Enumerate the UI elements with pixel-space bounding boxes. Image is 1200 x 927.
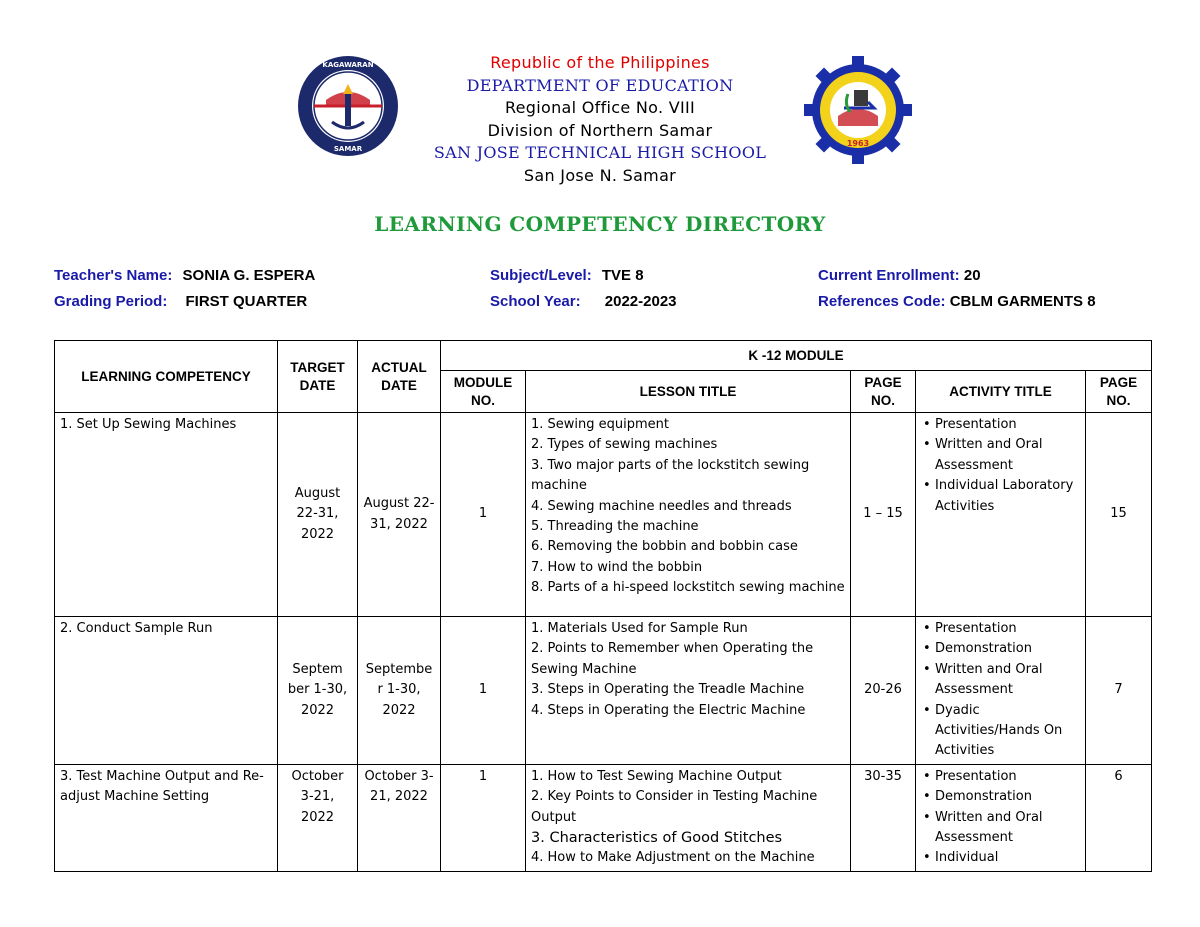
module-no-cell: 1 bbox=[441, 764, 526, 871]
activity-item: • Demonstration bbox=[921, 787, 1080, 807]
target-date-cell: October 3-21, 2022 bbox=[278, 764, 358, 871]
table-row bbox=[55, 617, 1152, 765]
activity-item: • Dyadic Activities/Hands On Activities bbox=[921, 701, 1080, 762]
lesson-item: 3. Characteristics of Good Stitches bbox=[531, 830, 783, 847]
lesson-item: 2. Points to Remember when Operating the Sewing Machine bbox=[531, 641, 814, 677]
competency-table bbox=[54, 340, 1152, 872]
page-range-cell: 30-35 bbox=[851, 764, 916, 871]
activity-item: • Presentation bbox=[921, 415, 1080, 435]
page-range-cell: 1 – 15 bbox=[851, 413, 916, 617]
col-learning-competency: LEARNING COMPETENCY bbox=[55, 341, 278, 413]
activity-item: • Written and Oral Assessment bbox=[921, 435, 1080, 476]
col-lesson-title: LESSON TITLE bbox=[526, 371, 851, 413]
activity-item: • Demonstration bbox=[921, 639, 1080, 659]
lesson-item: 6. Removing the bobbin and bobbin case bbox=[531, 539, 798, 555]
table-row bbox=[55, 764, 1152, 871]
activity-item: • Individual Laboratory Activities bbox=[921, 476, 1080, 517]
competency-cell: 1. Set Up Sewing Machines bbox=[55, 413, 278, 617]
lesson-item: 3. Steps in Operating the Treadle Machine bbox=[531, 682, 805, 698]
year-value: 2022-2023 bbox=[604, 293, 677, 310]
lesson-list-cell bbox=[526, 764, 851, 871]
col-target-date: TARGET DATE bbox=[278, 341, 358, 413]
competency-cell bbox=[55, 764, 278, 871]
competency-cell: 2. Conduct Sample Run bbox=[55, 617, 278, 765]
ref-label: References Code: bbox=[818, 293, 946, 310]
svg-text:SAMAR: SAMAR bbox=[333, 145, 363, 153]
competency-text: 3. Test Machine Output and Re-adjust Machine Setting bbox=[60, 768, 264, 805]
table-row bbox=[55, 413, 1152, 617]
lesson-item: 4. Steps in Operating the Electric Machine bbox=[531, 702, 806, 718]
activity-page-cell: 15 bbox=[1086, 413, 1152, 617]
subject-level bbox=[490, 267, 644, 284]
ref-value: CBLM GARMENTS 8 bbox=[949, 293, 1096, 310]
references-code bbox=[818, 293, 1096, 310]
school-year bbox=[490, 293, 677, 310]
lesson-item: 4. Sewing machine needles and threads bbox=[531, 498, 792, 514]
letterhead bbox=[0, 52, 1200, 187]
activity-item: • Presentation bbox=[921, 767, 1080, 787]
activity-list-cell bbox=[916, 764, 1086, 871]
target-date-cell: Septem ber 1-30, 2022 bbox=[278, 617, 358, 765]
activity-page-cell: 6 bbox=[1086, 764, 1152, 871]
header-region: Regional Office No. VIII bbox=[504, 98, 696, 117]
grading-label: Grading Period: bbox=[54, 293, 168, 310]
lesson-item: 4. How to Make Adjustment on the Machine bbox=[531, 850, 815, 866]
activity-item: • Written and Oral Assessment bbox=[921, 808, 1080, 849]
seal-year: 1963 bbox=[846, 139, 870, 148]
lesson-item: 1. Materials Used for Sample Run bbox=[531, 621, 748, 636]
activity-list-cell bbox=[916, 413, 1086, 617]
target-date-cell: August 22-31, 2022 bbox=[278, 413, 358, 617]
document-title: LEARNING COMPETENCY DIRECTORY bbox=[374, 212, 826, 236]
lesson-list-cell bbox=[526, 617, 851, 765]
actual-date-cell: August 22-31, 2022 bbox=[358, 413, 441, 617]
lesson-item: 5. Threading the machine bbox=[531, 519, 699, 535]
activity-item: • Written and Oral Assessment bbox=[921, 660, 1080, 701]
header-division: Division of Northern Samar bbox=[487, 120, 713, 140]
enrollment-value: 20 bbox=[963, 267, 981, 284]
activity-page-cell: 7 bbox=[1086, 617, 1152, 765]
col-k12-module: K -12 MODULE bbox=[441, 341, 1152, 371]
header-school: SAN JOSE TECHNICAL HIGH SCHOOL bbox=[433, 143, 767, 162]
year-label: School Year: bbox=[490, 293, 581, 310]
subject-value: TVE 8 bbox=[601, 267, 644, 284]
col-activity-page-no: PAGE NO. bbox=[1086, 371, 1152, 413]
header-address: San Jose N. Samar bbox=[523, 165, 677, 185]
module-no-cell: 1 bbox=[441, 413, 526, 617]
page-range-cell: 20-26 bbox=[851, 617, 916, 765]
header-department: DEPARTMENT OF EDUCATION bbox=[466, 75, 734, 95]
col-actual-date: ACTUAL DATE bbox=[358, 341, 441, 413]
grading-value: FIRST QUARTER bbox=[185, 293, 308, 310]
current-enrollment bbox=[818, 267, 981, 284]
lesson-item: 2. Types of sewing machines bbox=[531, 437, 718, 453]
activity-item: • Individual bbox=[921, 848, 1080, 868]
lesson-item: 1. How to Test Sewing Machine Output bbox=[531, 768, 782, 784]
module-no-cell: 1 bbox=[441, 617, 526, 765]
actual-date-cell: Septembe r 1-30, 2022 bbox=[358, 617, 441, 765]
lesson-list-cell bbox=[526, 413, 851, 617]
teacher-label: Teacher's Name: bbox=[54, 267, 173, 284]
teacher-value: SONIA G. ESPERA bbox=[182, 267, 316, 284]
col-page-no: PAGE NO. bbox=[851, 371, 916, 413]
subject-label: Subject/Level: bbox=[490, 267, 592, 284]
enrollment-label: Current Enrollment: bbox=[818, 267, 960, 284]
svg-text:KAGAWARAN: KAGAWARAN bbox=[322, 61, 374, 69]
header-republic: Republic of the Philippines bbox=[490, 53, 710, 72]
lesson-item: 8. Parts of a hi-speed lockstitch sewing machine bbox=[531, 580, 845, 596]
col-activity-title: ACTIVITY TITLE bbox=[916, 371, 1086, 413]
activity-item: • Presentation bbox=[921, 619, 1080, 639]
activity-list-cell bbox=[916, 617, 1086, 765]
col-module-no: MODULE NO. bbox=[441, 371, 526, 413]
lesson-item: 1. Sewing equipment bbox=[531, 417, 670, 432]
lesson-item: 3. Two major parts of the lockstitch sewing machine bbox=[531, 457, 810, 494]
teacher-name bbox=[54, 267, 315, 284]
lesson-item: 7. How to wind the bobbin bbox=[531, 559, 703, 575]
lesson-item: 2. Key Points to Consider in Testing Machine Output bbox=[531, 789, 818, 825]
grading-period bbox=[54, 293, 307, 310]
actual-date-cell: October 3-21, 2022 bbox=[358, 764, 441, 871]
